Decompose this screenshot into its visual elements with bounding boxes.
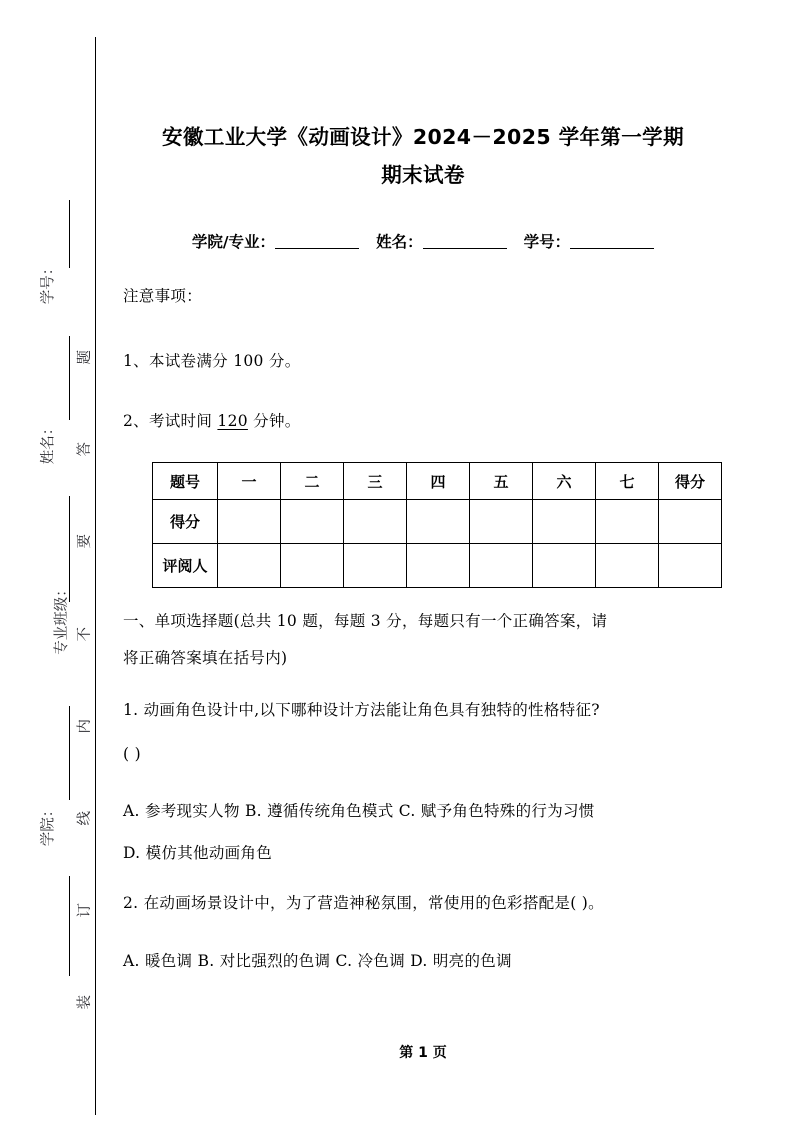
question-2-stem-line-1: 2. 在动画场景设计中，为了营造神秘氛围，常使用的色彩搭配是( )。 [123,894,604,912]
table-header-cell: 七 [596,463,659,500]
score-cell[interactable] [281,500,344,544]
table-header-cell: 一 [218,463,281,500]
table-row [153,544,722,588]
student-id-field[interactable] [570,248,654,249]
page-title [123,118,723,194]
sealing-char: 订 [76,903,93,918]
exam-duration-value: 120 [217,412,248,430]
sealing-field-label: 学号： [40,260,57,305]
question-1-stem-line-2: ( ) [123,745,141,763]
reviewer-cell[interactable] [281,544,344,588]
sealing-field-student-id [24,260,70,305]
student-info-line [123,230,723,252]
notice-item-2-prefix: 2、考试时间 [123,412,213,430]
sealing-char: 内 [76,718,93,734]
row-label-reviewer: 评阅人 [153,544,218,588]
question-1-options-line-1[interactable]: A. 参考现实人物 B. 遵循传统角色模式 C. 赋予角色特殊的行为习惯 [123,802,595,820]
table-header-cell: 四 [407,463,470,500]
reviewer-cell[interactable] [344,544,407,588]
table-header-row [153,463,722,500]
notice-item-2 [123,408,723,434]
sealing-char: 答 [76,442,93,457]
sealing-char: 要 [76,534,93,549]
sealing-field-college [24,802,70,847]
sealing-char: 装 [76,995,93,1010]
reviewer-cell[interactable] [596,544,659,588]
score-cell[interactable] [470,500,533,544]
table-header-cell: 题号 [153,463,218,500]
reviewer-cell[interactable] [470,544,533,588]
score-cell[interactable] [344,500,407,544]
sealing-line-margin [0,0,110,1122]
sealing-char: 题 [76,350,93,365]
college-major-field[interactable] [275,248,359,249]
name-label: 姓名： [376,233,423,251]
sealing-blank-rule [69,876,70,976]
sealing-field-label: 学院： [40,802,57,847]
reviewer-cell[interactable] [659,544,722,588]
sealing-field-name [24,420,70,465]
reviewer-cell[interactable] [533,544,596,588]
score-cell[interactable] [596,500,659,544]
score-cell[interactable] [659,500,722,544]
sealing-field-label: 专业班级： [53,582,70,655]
sealing-blank-rule [69,200,70,268]
section-one-heading-line-1: 一、单项选择题(总共 10 题，每题 3 分，每题只有一个正确答案，请 [123,612,608,630]
question-1-stem-line-1: 1. 动画角色设计中,以下哪种设计方法能让角色具有独特的性格特征? [123,701,600,719]
question-1-options-line-2[interactable]: D. 模仿其他动画角色 [123,844,273,862]
name-field[interactable] [423,248,507,249]
sealing-blank-rule [69,706,70,800]
table-header-cell: 得分 [659,463,722,500]
sealing-char: 不 [76,626,93,642]
reviewer-cell[interactable] [407,544,470,588]
notice-item-1: 1、本试卷满分 100 分。 [123,352,301,370]
table-header-cell: 五 [470,463,533,500]
exam-page [110,0,793,1122]
score-cell[interactable] [533,500,596,544]
title-line-2: 期末试卷 [381,163,465,187]
table-header-cell: 六 [533,463,596,500]
score-cell[interactable] [218,500,281,544]
question-2-options-line-1[interactable]: A. 暖色调 B. 对比强烈的色调 C. 冷色调 D. 明亮的色调 [123,952,512,970]
score-table [152,462,722,588]
table-row [153,500,722,544]
notice-item-2-suffix: 分钟。 [253,412,301,430]
sealing-vertical-characters [72,350,98,1010]
table-header-cell: 三 [344,463,407,500]
sealing-field-class [24,582,70,655]
student-id-label: 学号： [523,233,571,251]
table-header-cell: 二 [281,463,344,500]
page-footer: 第 1 页 [399,1045,447,1061]
sealing-field-label: 姓名： [40,420,57,465]
reviewer-cell[interactable] [218,544,281,588]
sealing-char: 线 [76,811,93,826]
score-cell[interactable] [407,500,470,544]
section-one-heading-line-2: 将正确答案填在括号内) [123,649,288,667]
sealing-blank-rule [69,336,70,420]
sealing-field-labels [24,200,70,990]
row-label-score: 得分 [153,500,218,544]
college-major-label: 学院/专业： [191,233,276,251]
notice-heading: 注意事项： [123,287,203,305]
title-line-1: 安徽工业大学《动画设计》2024－2025 学年第一学期 [162,125,684,149]
